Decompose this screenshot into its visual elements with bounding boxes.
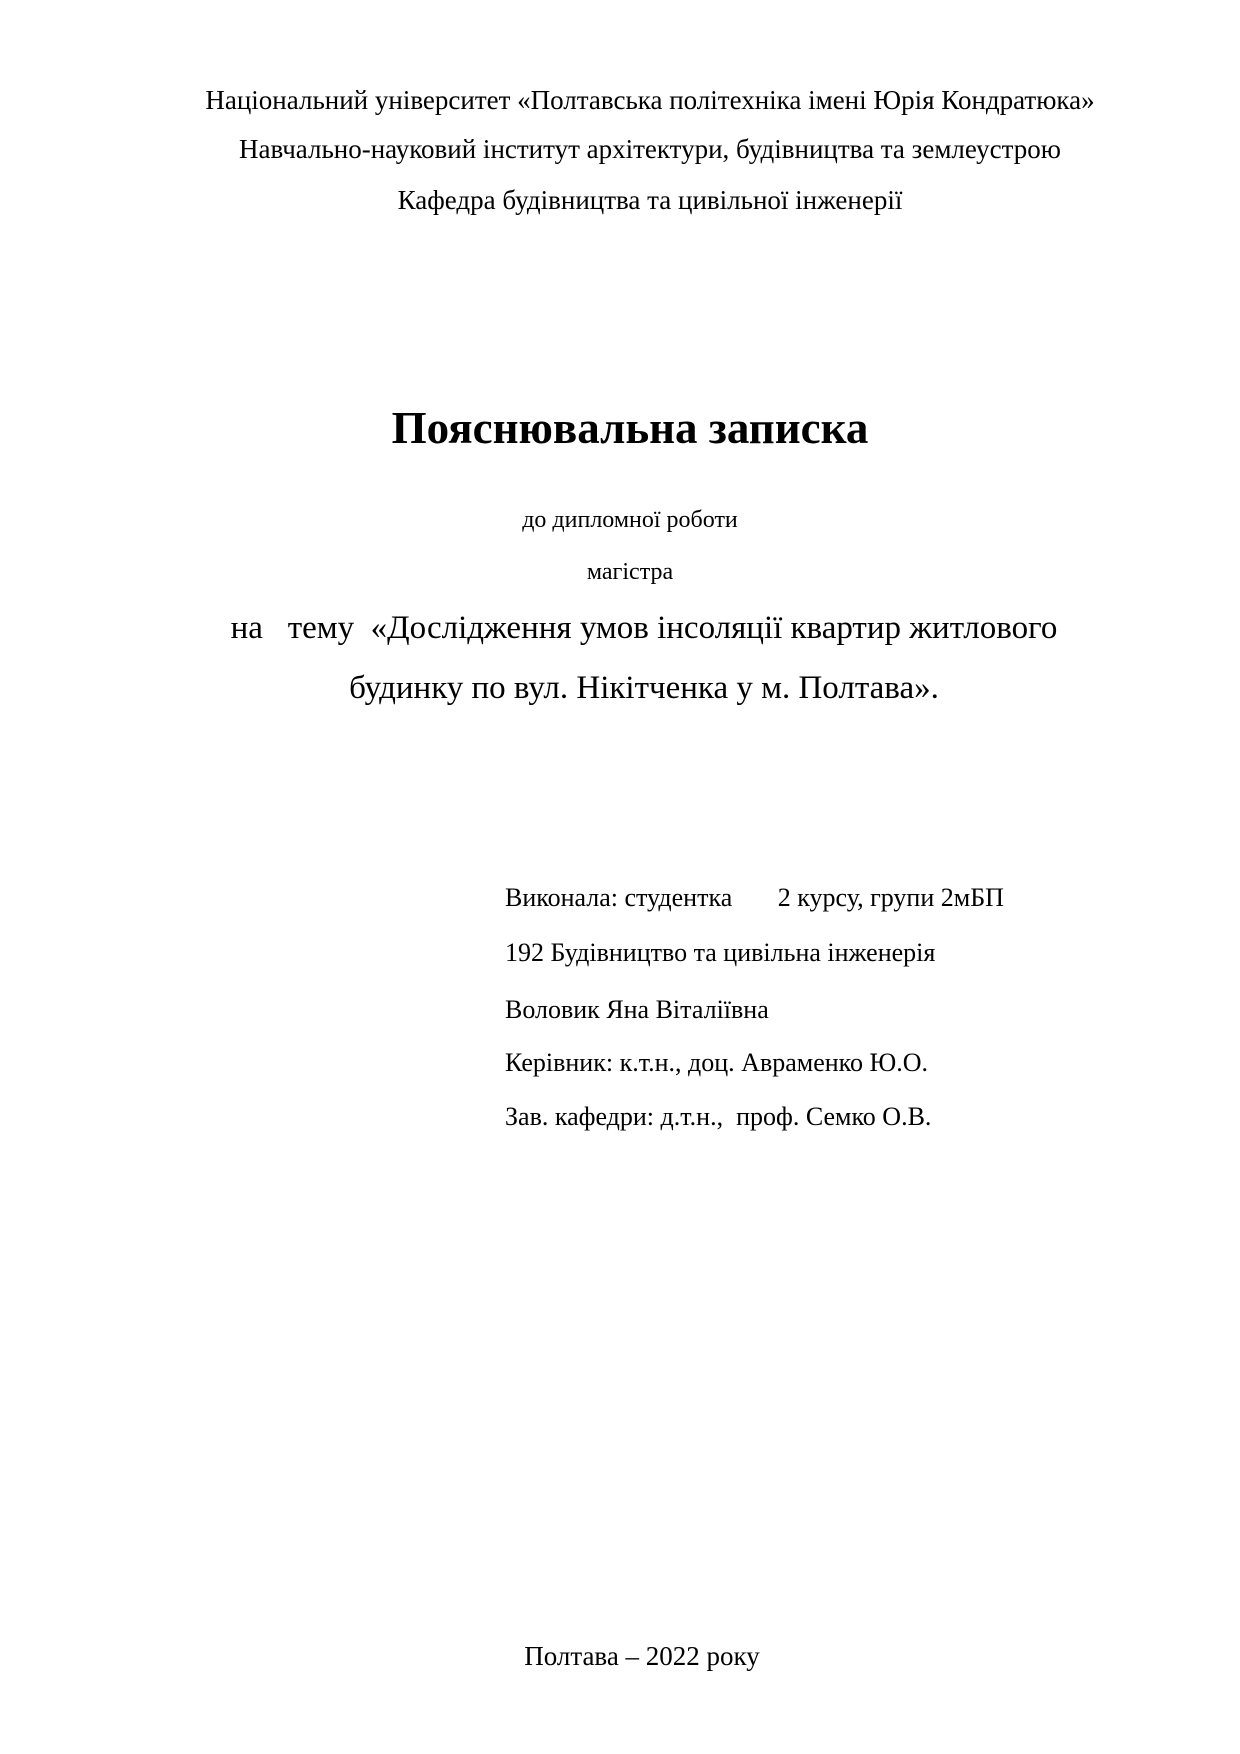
specialty-line: 192 Будівництво та цивільна інженерія [505,938,936,967]
department-name: Кафедра будівництва та цивільної інженерії [397,185,903,215]
student-name: Воловик Яна Віталіївна [505,995,769,1024]
place-and-year: Полтава – 2022 року [524,1641,760,1671]
university-name: Національний університет «Полтавська політехніка імені Юрія Кондратюка» [205,85,1095,115]
topic-line-1: на тему «Дослідження умов інсоляції квартир житлового [230,610,1058,646]
subtitle-work-type: до дипломної роботи [522,507,738,533]
supervisor-line: Керівник: к.т.н., доц. Авраменко Ю.О. [505,1048,928,1077]
institute-name: Навчально-науковий інститут архітектури, будівництва та землеустрою [239,134,1061,164]
subtitle-degree: магістра [586,559,674,585]
topic-line-2: будинку по вул. Нікітченка у м. Полтава». [349,670,939,706]
head-of-department-line: Зав. кафедри: д.т.н., проф. Семко О.В. [505,1102,932,1131]
document-title: Пояснювальна записка [391,403,869,453]
performed-by-line: Виконала: студентка 2 курсу, групи 2мБП [505,883,1004,912]
